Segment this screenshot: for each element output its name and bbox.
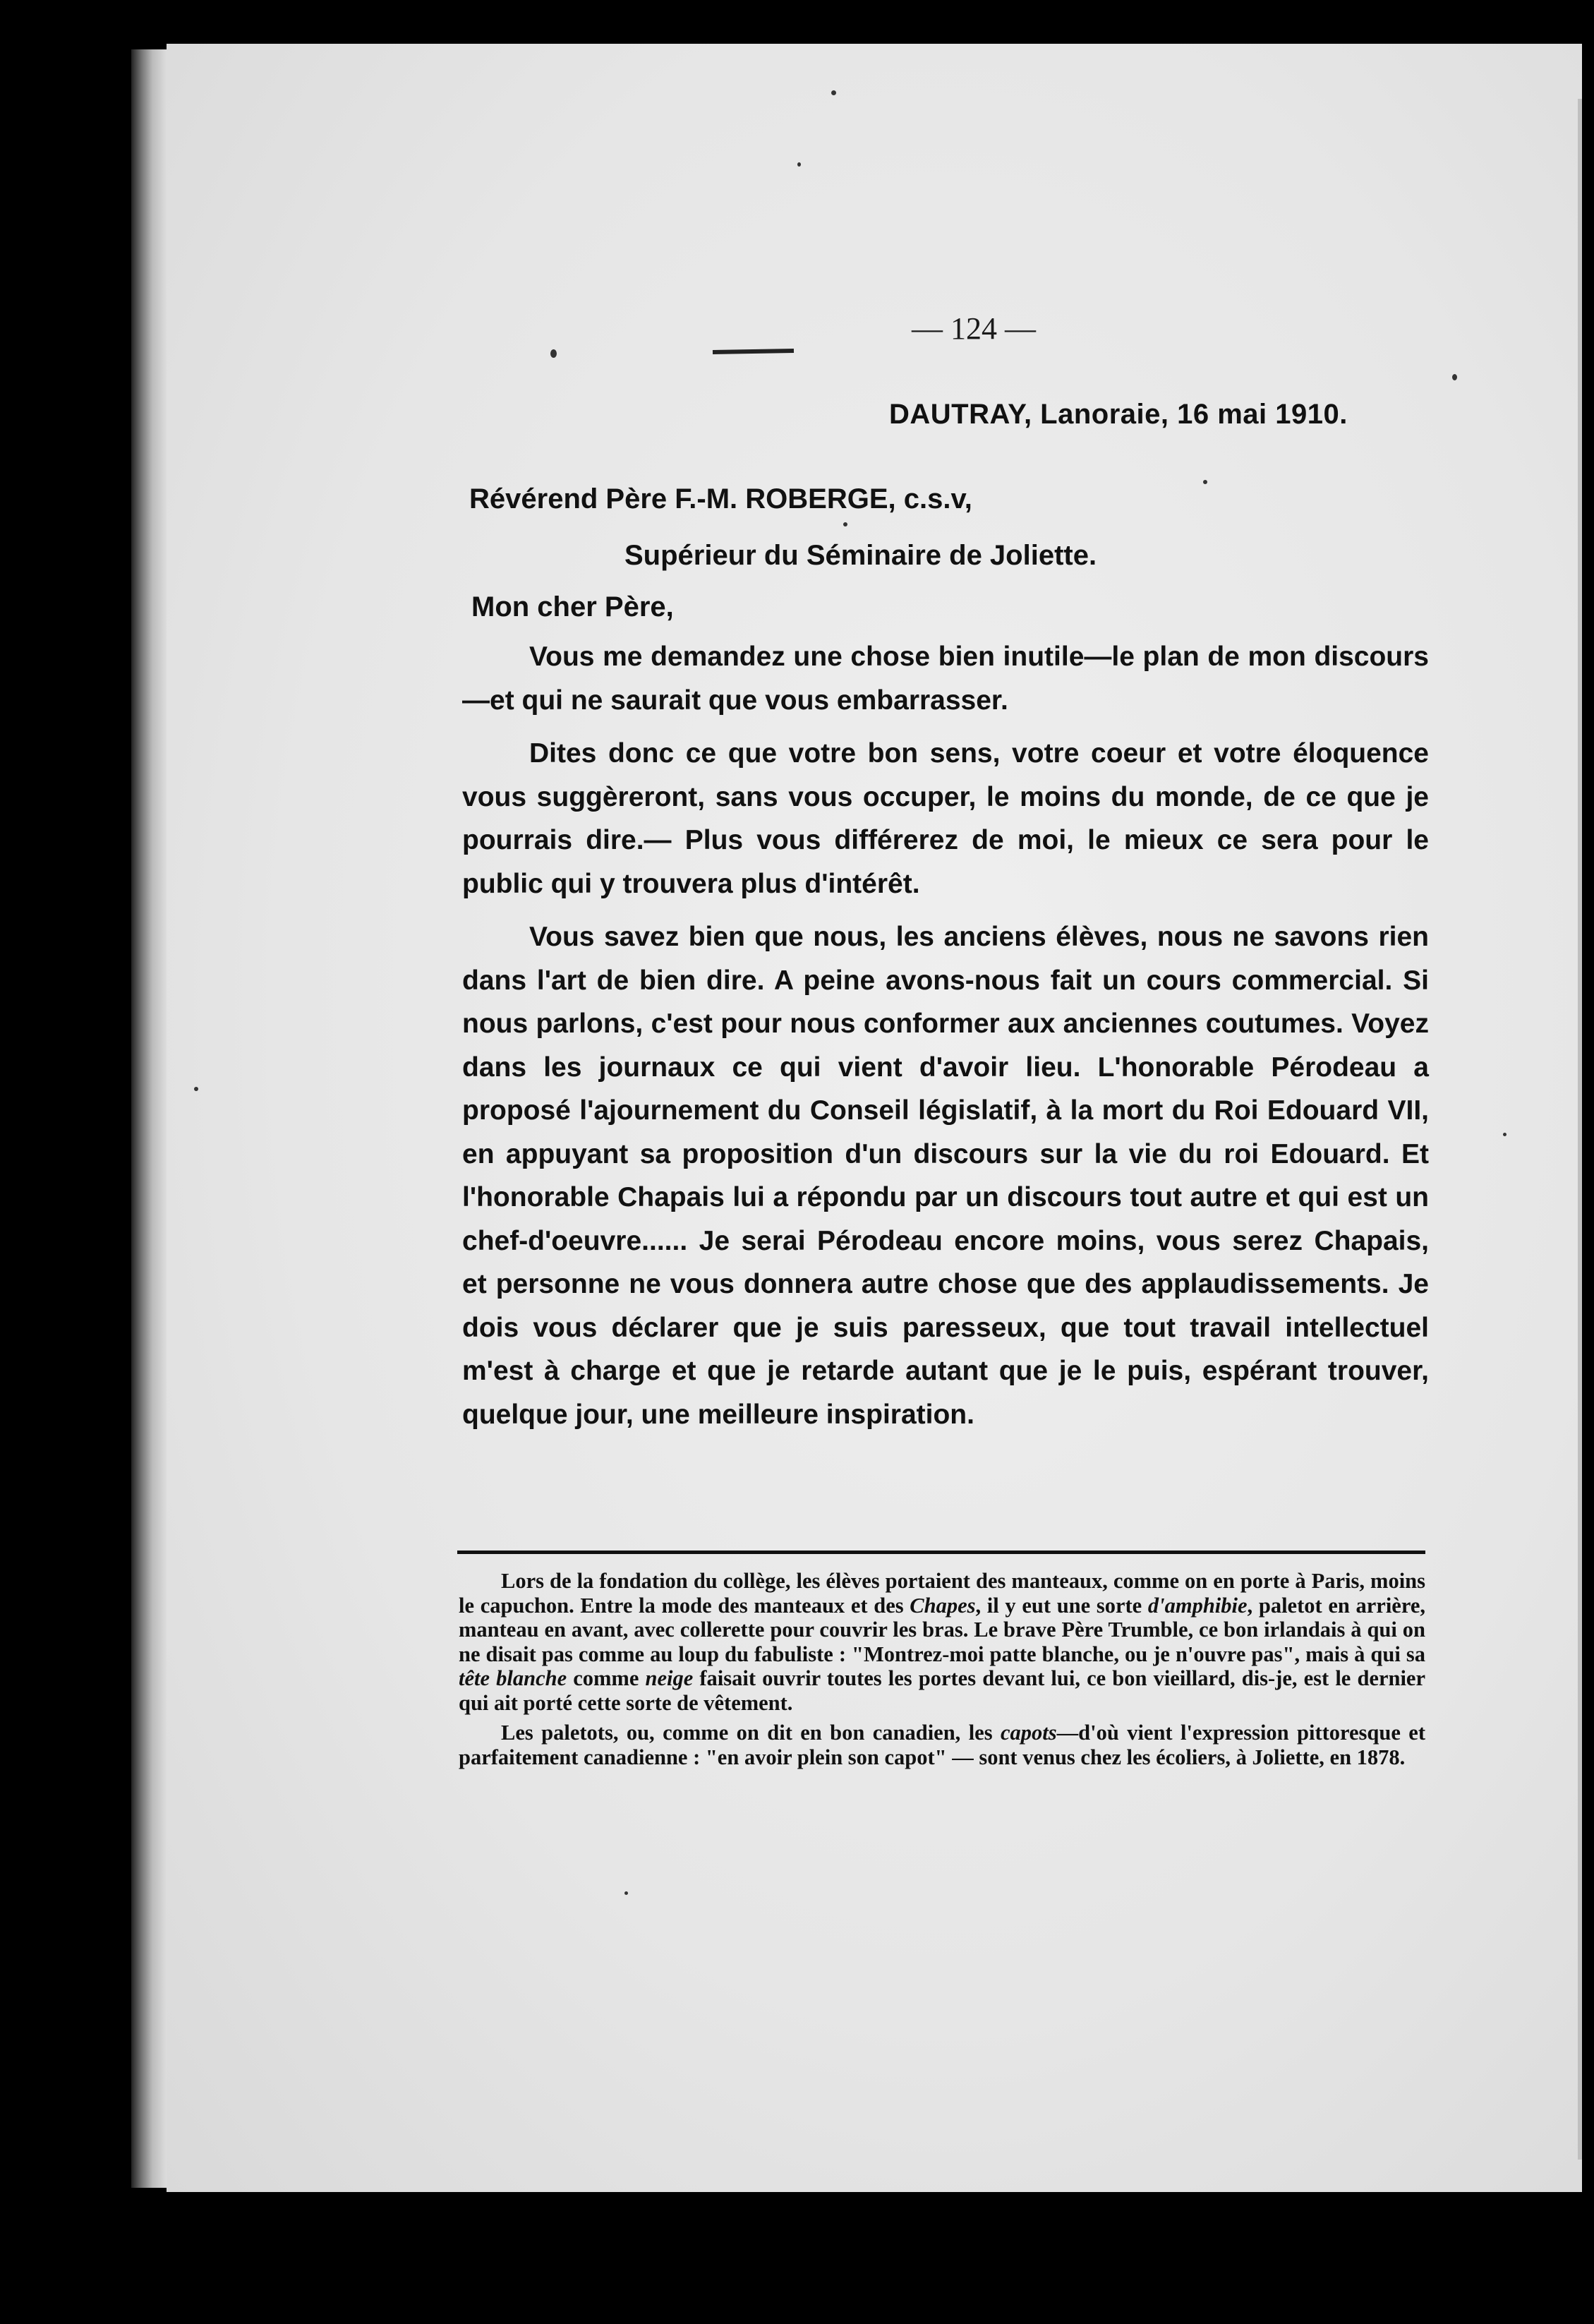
book-spine-shadow (131, 49, 167, 2188)
letter-dateline: DAUTRAY, Lanoraie, 16 mai 1910. (889, 399, 1348, 430)
speck (550, 349, 557, 358)
footnote-divider (457, 1551, 1425, 1554)
speck (1203, 480, 1207, 484)
footnote-italic-run: capots (1001, 1721, 1057, 1745)
footnote-text-run: Lors de la fondation du collège, les élèves portaient des manteaux, comme on en porte à Paris, moins le capuchon. Entre la mode des manteaux et des (459, 1569, 1425, 1618)
page-number: — 124 — (912, 311, 1036, 346)
speck (797, 162, 801, 167)
addressee-name: Révérend Père F.-M. ROBERGE, c.s.v, (469, 483, 972, 514)
body-paragraph: Dites donc ce que votre bon sens, votre coeur et votre éloquence vous suggèreront, sans vous occuper, le moins du monde, de ce que je pourrais dire.— Plus vous différerez de moi, le mieux ce sera pour le public qui y trouvera plus d'intérêt. (462, 738, 1429, 899)
speck (843, 522, 847, 526)
footnote-italic-run: tête blanche (459, 1666, 567, 1690)
speck (194, 1087, 198, 1091)
letter-body (462, 635, 1429, 1446)
speck (1503, 1133, 1507, 1136)
speck (831, 90, 836, 95)
footnote-text-run: , paletot en arrière, manteau en avant, avec collerette pour couvrir les bras. Le brave Père Trumble, ce bon irlandais à qui on ne disait pas comme au loup du fabuliste : "Montrez-moi patte blanche, ou je n'ouvre pas", mais à qui sa (459, 1593, 1425, 1666)
footnote-italic-run: neige (645, 1666, 694, 1690)
letter-greeting: Mon cher Père, (471, 591, 674, 622)
footnote-italic-run: Chapes (910, 1593, 976, 1618)
footnote-text-run: —d'où vient l'expression pittoresque et parfaitement canadienne : "en avoir plein son capot" — sont venus chez les écoliers, à Joliette, en 1878. (459, 1721, 1425, 1769)
addressee-title: Supérieur du Séminaire de Joliette. (624, 540, 1097, 571)
footnote-text-run: faisait ouvrir toutes les portes devant lui, ce bon vieillard, dis-je, est le dernier qui ait porté cette sorte de vêtement. (459, 1666, 1425, 1715)
footnote-italic-run: d'amphibie (1147, 1593, 1248, 1618)
footnote (459, 1569, 1425, 1715)
body-paragraph: Vous savez bien que nous, les anciens élèves, nous ne savons rien dans l'art de bien dire. A peine avons-nous fait un cours commercial. Si nous parlons, c'est pour nous conformer aux anciennes coutumes. Voyez dans les journaux ce qui vient d'avoir lieu. L'honorable Pérodeau a proposé l'ajournement du Conseil législatif, à la mort du Roi Edouard VII, en appuyant sa proposition d'un discours sur la vie du roi Edouard. Et l'honorable Chapais lui a répondu par un discours tout autre et qui est un chef-d'oeuvre...... Je serai Pérodeau encore moins, vous serez Chapais, et personne ne vous donnera autre chose que des applaudissements. Je dois vous déclarer que je suis paresseux, que tout travail intellectuel m'est à charge et que je retarde autant que je le puis, espérant trouver, quelque jour, une meilleure inspiration. (462, 922, 1429, 1430)
footnote-text-run: , il y eut une sorte (975, 1593, 1148, 1618)
body-paragraph: Vous me demandez une chose bien inutile—le plan de mon discours—et qui ne saurait que vous embarrasser. (462, 642, 1429, 716)
page-edge (1578, 99, 1582, 2160)
speck (624, 1891, 628, 1895)
footnote-text-run: comme (567, 1666, 646, 1690)
footnotes (459, 1569, 1425, 1775)
footnote (459, 1721, 1425, 1769)
footnote-text-run: Les paletots, ou, comme on dit en bon canadien, les (501, 1721, 1001, 1745)
speck (1452, 374, 1457, 380)
